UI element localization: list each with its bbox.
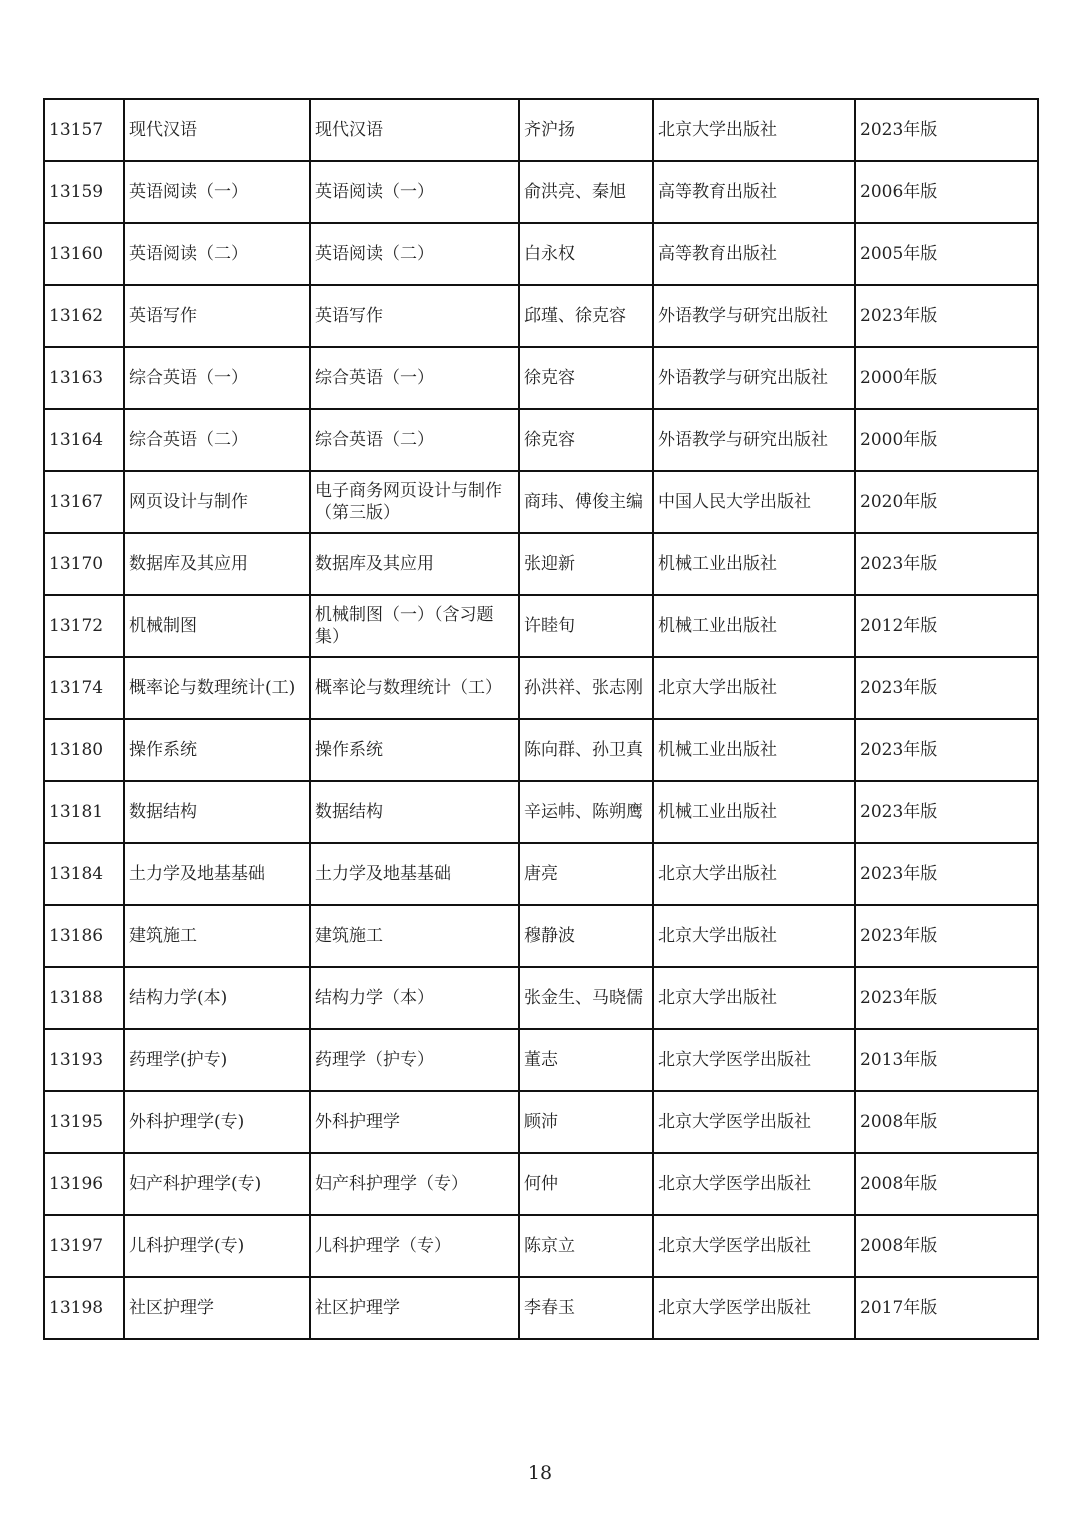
author-cell: 张迎新	[519, 533, 653, 595]
edition-cell: 2023年版	[855, 781, 1038, 843]
course-name-cell: 结构力学(本)	[124, 967, 310, 1029]
publisher-cell: 北京大学出版社	[653, 967, 855, 1029]
edition-cell: 2023年版	[855, 719, 1038, 781]
course-name-cell: 综合英语（二）	[124, 409, 310, 471]
course-name-cell: 外科护理学(专)	[124, 1091, 310, 1153]
author-cell: 陈京立	[519, 1215, 653, 1277]
course-code-cell: 13160	[44, 223, 124, 285]
course-code-cell: 13159	[44, 161, 124, 223]
course-name-cell: 妇产科护理学(专)	[124, 1153, 310, 1215]
publisher-cell: 北京大学出版社	[653, 99, 855, 161]
textbook-title-cell: 英语阅读（二）	[310, 223, 519, 285]
textbook-title-cell: 操作系统	[310, 719, 519, 781]
course-code-cell: 13164	[44, 409, 124, 471]
edition-cell: 2008年版	[855, 1153, 1038, 1215]
publisher-cell: 北京大学出版社	[653, 657, 855, 719]
author-cell: 穆静波	[519, 905, 653, 967]
course-code-cell: 13172	[44, 595, 124, 657]
author-cell: 邱瑾、徐克容	[519, 285, 653, 347]
course-code-cell: 13186	[44, 905, 124, 967]
textbook-title-cell: 结构力学（本）	[310, 967, 519, 1029]
edition-cell: 2008年版	[855, 1215, 1038, 1277]
course-code-cell: 13184	[44, 843, 124, 905]
textbook-title-cell: 英语写作	[310, 285, 519, 347]
table-row	[44, 967, 1038, 1029]
edition-cell: 2023年版	[855, 843, 1038, 905]
publisher-cell: 北京大学医学出版社	[653, 1091, 855, 1153]
table-row	[44, 471, 1038, 533]
table-row	[44, 781, 1038, 843]
edition-cell: 2023年版	[855, 99, 1038, 161]
textbook-title-cell: 药理学（护专）	[310, 1029, 519, 1091]
textbook-title-cell: 机械制图（一）（含习题集）	[310, 595, 519, 657]
edition-cell: 2005年版	[855, 223, 1038, 285]
table-row	[44, 1215, 1038, 1277]
publisher-cell: 机械工业出版社	[653, 781, 855, 843]
course-name-cell: 数据库及其应用	[124, 533, 310, 595]
textbook-title-cell: 综合英语（二）	[310, 409, 519, 471]
author-cell: 何仲	[519, 1153, 653, 1215]
course-code-cell: 13170	[44, 533, 124, 595]
course-name-cell: 英语写作	[124, 285, 310, 347]
author-cell: 唐亮	[519, 843, 653, 905]
author-cell: 白永权	[519, 223, 653, 285]
author-cell: 董志	[519, 1029, 653, 1091]
textbook-table	[43, 98, 1039, 1340]
publisher-cell: 外语教学与研究出版社	[653, 409, 855, 471]
table-row	[44, 657, 1038, 719]
publisher-cell: 北京大学出版社	[653, 905, 855, 967]
textbook-title-cell: 社区护理学	[310, 1277, 519, 1339]
publisher-cell: 外语教学与研究出版社	[653, 347, 855, 409]
textbook-title-cell: 土力学及地基基础	[310, 843, 519, 905]
table-row	[44, 719, 1038, 781]
publisher-cell: 外语教学与研究出版社	[653, 285, 855, 347]
publisher-cell: 北京大学出版社	[653, 843, 855, 905]
table-row	[44, 409, 1038, 471]
course-code-cell: 13193	[44, 1029, 124, 1091]
course-name-cell: 综合英语（一）	[124, 347, 310, 409]
table-row	[44, 1277, 1038, 1339]
table-row	[44, 161, 1038, 223]
course-name-cell: 数据结构	[124, 781, 310, 843]
textbook-title-cell: 概率论与数理统计（工）	[310, 657, 519, 719]
table-row	[44, 1153, 1038, 1215]
textbook-title-cell: 外科护理学	[310, 1091, 519, 1153]
publisher-cell: 高等教育出版社	[653, 161, 855, 223]
textbook-title-cell: 儿科护理学（专）	[310, 1215, 519, 1277]
course-code-cell: 13198	[44, 1277, 124, 1339]
publisher-cell: 中国人民大学出版社	[653, 471, 855, 533]
textbook-title-cell: 建筑施工	[310, 905, 519, 967]
table-row	[44, 223, 1038, 285]
table-row	[44, 905, 1038, 967]
edition-cell: 2023年版	[855, 905, 1038, 967]
textbook-title-cell: 数据结构	[310, 781, 519, 843]
course-code-cell: 13163	[44, 347, 124, 409]
edition-cell: 2020年版	[855, 471, 1038, 533]
edition-cell: 2012年版	[855, 595, 1038, 657]
author-cell: 孙洪祥、张志刚	[519, 657, 653, 719]
edition-cell: 2000年版	[855, 409, 1038, 471]
author-cell: 张金生、马晓儒	[519, 967, 653, 1029]
course-name-cell: 机械制图	[124, 595, 310, 657]
course-name-cell: 概率论与数理统计(工)	[124, 657, 310, 719]
course-code-cell: 13162	[44, 285, 124, 347]
course-code-cell: 13188	[44, 967, 124, 1029]
author-cell: 俞洪亮、秦旭	[519, 161, 653, 223]
edition-cell: 2023年版	[855, 285, 1038, 347]
table-row	[44, 533, 1038, 595]
textbook-title-cell: 综合英语（一）	[310, 347, 519, 409]
table-row	[44, 285, 1038, 347]
publisher-cell: 机械工业出版社	[653, 595, 855, 657]
table-row	[44, 595, 1038, 657]
course-name-cell: 现代汉语	[124, 99, 310, 161]
course-name-cell: 英语阅读（一）	[124, 161, 310, 223]
course-code-cell: 13197	[44, 1215, 124, 1277]
author-cell: 辛运帏、陈朔鹰	[519, 781, 653, 843]
course-code-cell: 13195	[44, 1091, 124, 1153]
textbook-title-cell: 现代汉语	[310, 99, 519, 161]
table-row	[44, 1029, 1038, 1091]
course-name-cell: 药理学(护专)	[124, 1029, 310, 1091]
course-code-cell: 13174	[44, 657, 124, 719]
author-cell: 李春玉	[519, 1277, 653, 1339]
textbook-title-cell: 英语阅读（一）	[310, 161, 519, 223]
edition-cell: 2008年版	[855, 1091, 1038, 1153]
author-cell: 齐沪扬	[519, 99, 653, 161]
publisher-cell: 北京大学医学出版社	[653, 1153, 855, 1215]
edition-cell: 2023年版	[855, 657, 1038, 719]
textbook-title-cell: 电子商务网页设计与制作（第三版）	[310, 471, 519, 533]
table-row	[44, 347, 1038, 409]
table-row	[44, 99, 1038, 161]
author-cell: 顾沛	[519, 1091, 653, 1153]
course-name-cell: 土力学及地基基础	[124, 843, 310, 905]
author-cell: 商玮、傅俊主编	[519, 471, 653, 533]
textbook-title-cell: 妇产科护理学（专）	[310, 1153, 519, 1215]
author-cell: 许睦旬	[519, 595, 653, 657]
course-code-cell: 13180	[44, 719, 124, 781]
course-name-cell: 建筑施工	[124, 905, 310, 967]
textbook-title-cell: 数据库及其应用	[310, 533, 519, 595]
textbook-table-body	[44, 99, 1038, 1339]
publisher-cell: 北京大学医学出版社	[653, 1215, 855, 1277]
publisher-cell: 北京大学医学出版社	[653, 1277, 855, 1339]
author-cell: 陈向群、孙卫真	[519, 719, 653, 781]
edition-cell: 2023年版	[855, 967, 1038, 1029]
course-name-cell: 操作系统	[124, 719, 310, 781]
edition-cell: 2000年版	[855, 347, 1038, 409]
course-name-cell: 社区护理学	[124, 1277, 310, 1339]
course-name-cell: 英语阅读（二）	[124, 223, 310, 285]
publisher-cell: 机械工业出版社	[653, 719, 855, 781]
publisher-cell: 北京大学医学出版社	[653, 1029, 855, 1091]
course-code-cell: 13181	[44, 781, 124, 843]
course-code-cell: 13167	[44, 471, 124, 533]
edition-cell: 2017年版	[855, 1277, 1038, 1339]
page-number: 18	[527, 1462, 553, 1484]
table-row	[44, 843, 1038, 905]
course-code-cell: 13157	[44, 99, 124, 161]
edition-cell: 2023年版	[855, 533, 1038, 595]
publisher-cell: 机械工业出版社	[653, 533, 855, 595]
table-row	[44, 1091, 1038, 1153]
author-cell: 徐克容	[519, 347, 653, 409]
publisher-cell: 高等教育出版社	[653, 223, 855, 285]
course-name-cell: 儿科护理学(专)	[124, 1215, 310, 1277]
course-name-cell: 网页设计与制作	[124, 471, 310, 533]
edition-cell: 2006年版	[855, 161, 1038, 223]
author-cell: 徐克容	[519, 409, 653, 471]
course-code-cell: 13196	[44, 1153, 124, 1215]
edition-cell: 2013年版	[855, 1029, 1038, 1091]
